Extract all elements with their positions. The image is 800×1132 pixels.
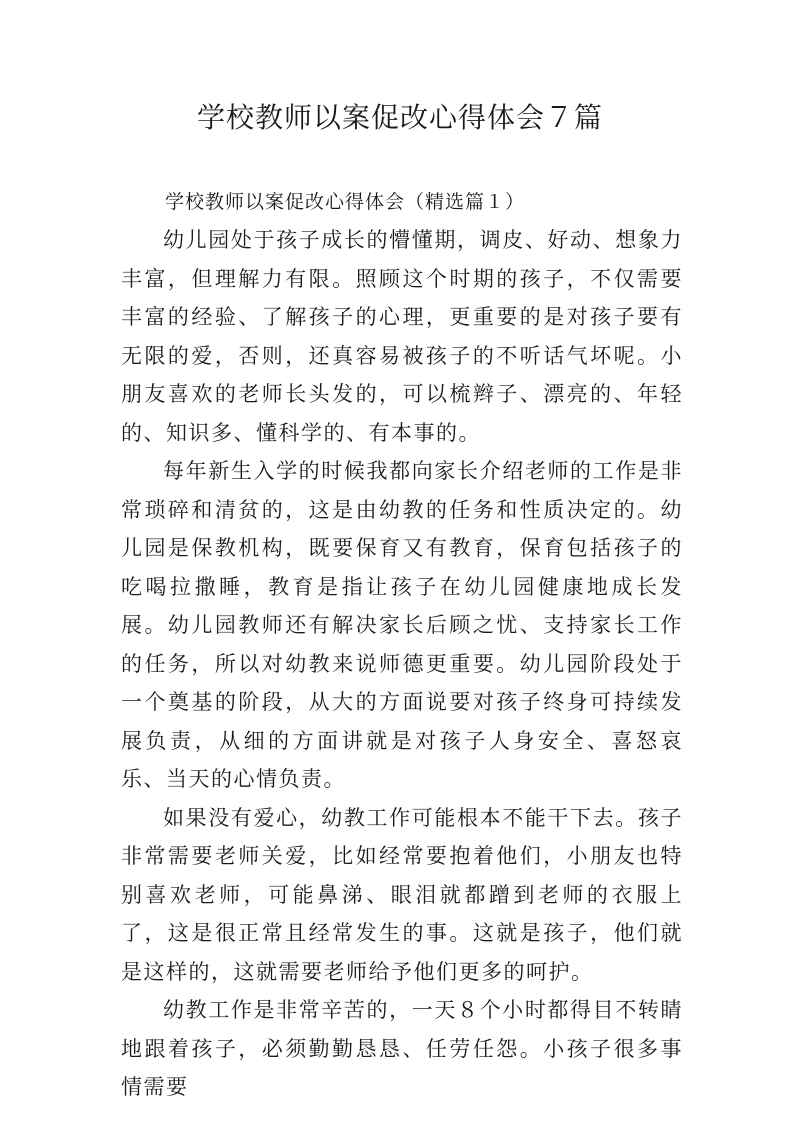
section-subtitle: 学校教师以案促改心得体会（精选篇１）	[165, 191, 526, 213]
paragraph-4: 幼教工作是非常辛苦的，一天８个小时都得目不转睛地跟着孩子，必须勤勤恳恳、任劳任怨。小孩子很多事情需要	[121, 998, 683, 1099]
document-body	[121, 184, 683, 1107]
document-title: 学校教师以案促改心得体会７篇	[196, 101, 603, 134]
paragraph-2: 每年新生入学的时候我都向家长介绍老师的工作是非常琐碎和清贫的，这是由幼教的任务和性质决定的。幼儿园是保教机构，既要保育又有教育，保育包括孩子的吃喝拉撒睡，教育是指让孩子在幼儿园健康地成长发展。幼儿园教师还有解决家长后顾之忧、支持家长工作的任务，所以对幼教来说师德更重要。幼儿园阶段处于一个奠基的阶段，从大的方面说要对孩子终身可持续发展负责，从细的方面讲就是对孩子人身安全、喜怒哀乐、当天的心情负责。	[121, 459, 683, 791]
paragraph-1: 幼儿园处于孩子成长的懵懂期，调皮、好动、想象力丰富，但理解力有限。照顾这个时期的孩子，不仅需要丰富的经验、了解孩子的心理，更重要的是对孩子要有无限的爱，否则，还真容易被孩子的不听话气坏呢。小朋友喜欢的老师长头发的，可以梳辫子、漂亮的、年轻的、知识多、懂科学的、有本事的。	[121, 228, 683, 445]
paragraph-3: 如果没有爱心，幼教工作可能根本不能干下去。孩子非常需要老师关爱，比如经常要抱着他们，小朋友也特别喜欢老师，可能鼻涕、眼泪就都蹭到老师的衣服上了，这是很正常且经常发生的事。这就是孩子，他们就是这样的，这就需要老师给予他们更多的呵护。	[121, 805, 683, 984]
